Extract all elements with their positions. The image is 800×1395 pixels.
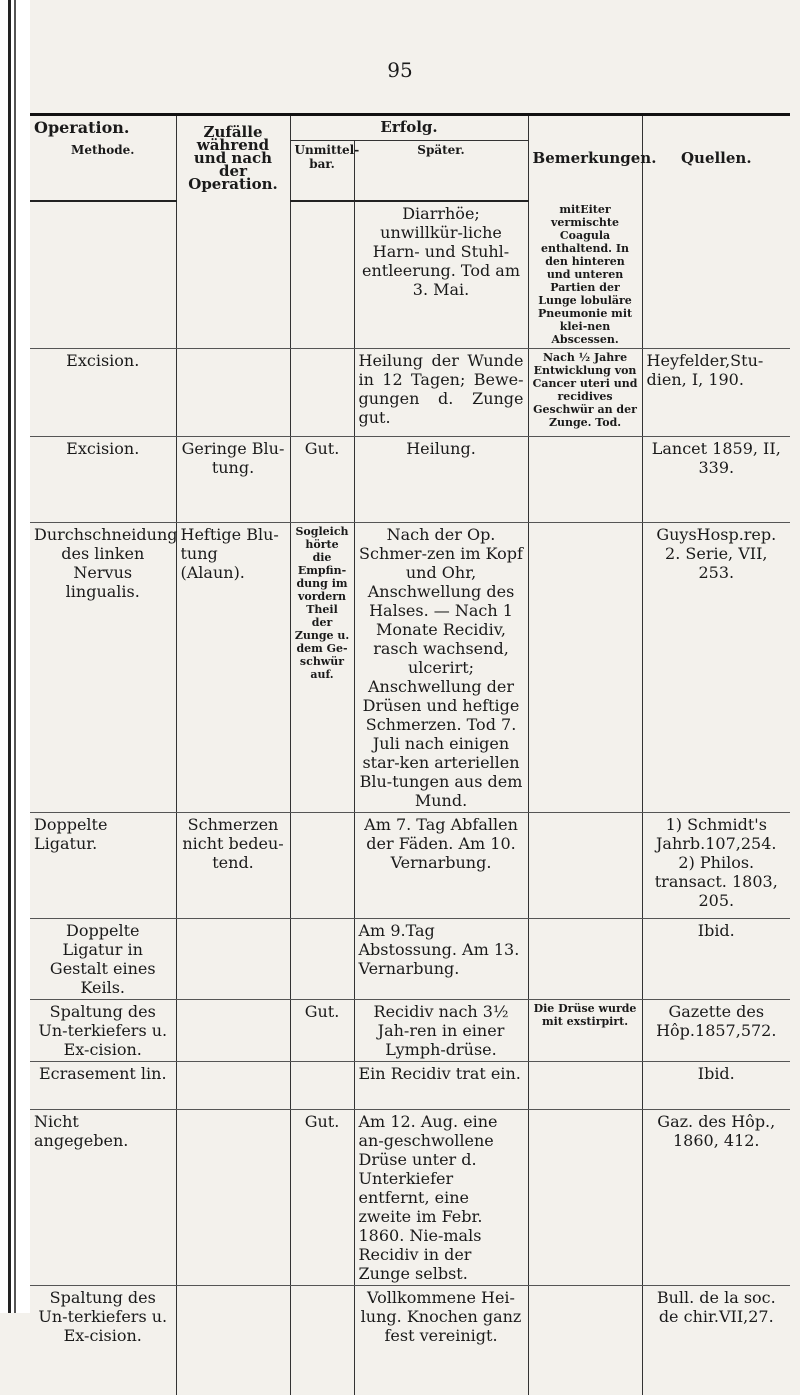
cell-bemerkungen bbox=[528, 1061, 642, 1109]
cell-quellen: Lancet 1859, II, 339. bbox=[642, 436, 790, 522]
cell-bemerkungen bbox=[528, 436, 642, 522]
cell-quellen: 1) Schmidt's Jahrb.107,254. 2) Philos. transact. 1803, 205. bbox=[642, 812, 790, 918]
header-unmittelbar: Unmittel-bar. bbox=[290, 141, 354, 201]
cell-spaeter: Am 9.Tag Abstossung. Am 13. Vernarbung. bbox=[354, 918, 528, 999]
cell-spaeter: Am 12. Aug. eine an-geschwollene Drüse unter d. Unterkiefer entfernt, eine zweite im Febr. 1860. Nie-mals Recidiv in der Zunge selbst. bbox=[354, 1109, 528, 1285]
cell-methode: Nicht angegeben. bbox=[30, 1109, 176, 1285]
cell-zufaelle: Heftige Blu-tung (Alaun). bbox=[176, 522, 290, 812]
cell-methode: Spaltung des Un-terkiefers u. Ex-cision. bbox=[38, 1287, 168, 1345]
cell-unmittelbar: Gut. bbox=[290, 436, 354, 522]
cell-zufaelle bbox=[176, 1109, 290, 1285]
cell-zufaelle bbox=[176, 918, 290, 999]
cell-bemerkungen bbox=[528, 1285, 642, 1395]
cell-bemerkungen bbox=[528, 1109, 642, 1285]
table-row bbox=[30, 348, 790, 436]
cell-methode: Durchschneidung des linken Nervus lingualis. bbox=[30, 522, 176, 812]
header-zufaelle: Zufälle während und nach der Operation. bbox=[176, 115, 290, 201]
cell-spaeter: Am 7. Tag Abfallen der Fäden. Am 10. Vernarbung. bbox=[354, 812, 528, 918]
cell-methode: Excision. bbox=[30, 436, 176, 522]
cell-quellen: Heyfelder,Stu-dien, I, 190. bbox=[642, 348, 790, 436]
cell-spaeter: Diarrhöe; unwillkür-liche Harn- und Stuhl-entleerung. Tod am 3. Mai. bbox=[354, 201, 528, 349]
cell-unmittelbar: Gut. bbox=[290, 999, 354, 1061]
cell-zufaelle bbox=[176, 201, 290, 349]
cell-bemerkungen: Die Drüse wurde mit exstirpirt. bbox=[528, 999, 642, 1061]
cell-unmittelbar bbox=[290, 1061, 354, 1109]
cell-unmittelbar bbox=[290, 812, 354, 918]
header-operation: Operation. bbox=[30, 115, 176, 141]
header-bemerkungen: Bemerkungen. bbox=[528, 115, 642, 201]
cell-zufaelle bbox=[176, 1061, 290, 1109]
cell-methode bbox=[30, 201, 176, 349]
cell-quellen: Gazette des Hôp.1857,572. bbox=[642, 999, 790, 1061]
cell-zufaelle: Schmerzen nicht bedeu-tend. bbox=[176, 812, 290, 918]
table-row bbox=[30, 1285, 790, 1395]
table-row bbox=[30, 522, 790, 812]
cell-quellen: Gaz. des Hôp., 1860, 412. bbox=[642, 1109, 790, 1285]
cell-methode: Doppelte Ligatur. bbox=[30, 812, 176, 918]
cell-unmittelbar bbox=[290, 348, 354, 436]
binding-line-secondary bbox=[14, 0, 16, 1313]
cell-bemerkungen bbox=[528, 522, 642, 812]
header-quellen: Quellen. bbox=[642, 115, 790, 201]
header-methode: Methode. bbox=[30, 141, 176, 201]
cell-unmittelbar bbox=[290, 918, 354, 999]
cell-spaeter: Heilung. bbox=[354, 436, 528, 522]
cell-zufaelle bbox=[176, 348, 290, 436]
cell-unmittelbar bbox=[290, 1285, 354, 1395]
cell-methode: Ecrasement lin. bbox=[30, 1061, 176, 1109]
header-erfolg: Erfolg. bbox=[290, 115, 528, 141]
page-number: 95 bbox=[387, 58, 413, 82]
header-spaeter: Später. bbox=[354, 141, 528, 201]
cell-spaeter: Heilung der Wunde in 12 Tagen; Bewe-gungen d. Zunge gut. bbox=[354, 348, 528, 436]
cell-spaeter: Recidiv nach 3½ Jah-ren in einer Lymph-drüse. bbox=[354, 999, 528, 1061]
cell-zufaelle bbox=[176, 1285, 290, 1395]
binding-line bbox=[8, 0, 11, 1313]
operations-table bbox=[30, 113, 790, 1395]
cell-bemerkungen: mitEiter vermischte Coagula enthaltend. In den hinteren und unteren Partien der Lunge lobuläre Pneumonie mit klei-nen Abscessen. bbox=[528, 201, 642, 349]
cell-methode: Doppelte Ligatur in Gestalt eines Keils. bbox=[30, 918, 176, 999]
table-row bbox=[30, 999, 790, 1061]
cell-bemerkungen: Nach ½ Jahre Entwicklung von Cancer uteri und recidives Geschwür an der Zunge. Tod. bbox=[528, 348, 642, 436]
cell-spaeter: Ein Recidiv trat ein. bbox=[354, 1061, 528, 1109]
cell-quellen bbox=[642, 201, 790, 349]
cell-quellen: Ibid. bbox=[642, 1061, 790, 1109]
cell-unmittelbar: Gut. bbox=[290, 1109, 354, 1285]
cell-methode: Spaltung des Un-terkiefers u. Ex-cision. bbox=[30, 999, 176, 1061]
cell-spaeter: Nach der Op. Schmer-zen im Kopf und Ohr, Anschwellung des Halses. — Nach 1 Monate Recidiv, rasch wachsend, ulcerirt; Anschwellung der Drüsen und heftige Schmerzen. Tod 7. Juli nach einigen star-ken arteriellen Blu-tungen aus dem Mund. bbox=[354, 522, 528, 812]
cell-quellen: Ibid. bbox=[642, 918, 790, 999]
cell-spaeter: Vollkommene Hei-lung. Knochen ganz fest vereinigt. bbox=[354, 1285, 528, 1395]
cell-bemerkungen bbox=[528, 812, 642, 918]
cell-quellen: GuysHosp.rep. 2. Serie, VII, 253. bbox=[642, 522, 790, 812]
cell-bemerkungen bbox=[528, 918, 642, 999]
cell-unmittelbar bbox=[290, 201, 354, 349]
table-row bbox=[30, 1109, 790, 1285]
cell-zufaelle bbox=[176, 999, 290, 1061]
table-row bbox=[30, 1061, 790, 1109]
table-row bbox=[30, 918, 790, 999]
cell-unmittelbar: Sogleich hörte die Empfin-dung im vordern Theil der Zunge u. dem Ge-schwür auf. bbox=[290, 522, 354, 812]
cell-zufaelle: Geringe Blu-tung. bbox=[176, 436, 290, 522]
table-row bbox=[30, 201, 790, 349]
table-row bbox=[30, 812, 790, 918]
cell-methode: Excision. bbox=[30, 348, 176, 436]
cell-quellen: Bull. de la soc. de chir.VII,27. bbox=[642, 1285, 790, 1395]
table-row bbox=[30, 436, 790, 522]
